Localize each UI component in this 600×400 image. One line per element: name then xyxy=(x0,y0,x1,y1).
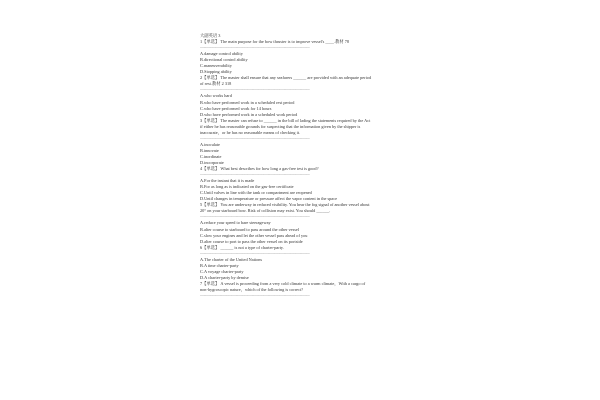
divider: ----------------------------------------------------------------------------------------- xyxy=(200,45,310,51)
question-4 xyxy=(200,166,410,202)
option-a: A.inoculate xyxy=(200,141,220,147)
question-text: 7【单选】 A vessel is proceeding from a very cold climate to a warm climate，With a cargo of xyxy=(200,280,366,286)
question-3 xyxy=(200,118,410,166)
divider: ----------------------------------------------------------------------------------------- xyxy=(200,214,310,220)
option-a: A.who works hard xyxy=(200,93,232,99)
option-c: C.A voyage charter-party xyxy=(200,268,244,274)
option-a: A.The charter of the United Nations xyxy=(200,256,263,262)
divider: ----------------------------------------------------------------------------------------- xyxy=(200,172,310,178)
option-a: A.damage control ability xyxy=(200,51,243,57)
divider: ----------------------------------------------------------------------------------------- xyxy=(200,87,310,93)
option-d: D.A charter-party by demise xyxy=(200,274,249,280)
question-2 xyxy=(200,75,410,117)
question-text: of rest.教材 2 318 xyxy=(200,81,232,87)
question-text: inaccurate，or he has no reasonable means of checking it. xyxy=(200,129,301,135)
question-6 xyxy=(200,245,410,281)
question-7 xyxy=(200,281,410,299)
option-b: B.alter course to starboard to pass around the other vessel xyxy=(200,226,300,232)
question-text: 4【单选】 What best describes for how long a gas-free test is good? xyxy=(200,166,319,172)
option-c: C.slow your engines and let the other vessel pass ahead of you xyxy=(200,232,308,238)
option-d: D.alter course to port to pass the other vessel on its portside xyxy=(200,238,303,244)
option-a: A.reduce your speed to bare steerageway xyxy=(200,220,271,226)
question-text: 1【单选】 The main purpose for the bow thruster is to improve vessel's ____.教材 78 xyxy=(200,39,349,45)
question-text: 6【单选】 ______ is not a type of charter-party. xyxy=(200,244,284,250)
question-text: 3【单选】 The master can refuse to ______ in the bill of lading the statements required by the Act xyxy=(200,117,371,123)
question-1 xyxy=(200,39,410,75)
question-5 xyxy=(200,202,410,244)
option-b: B.who have performed work in a scheduled rest period xyxy=(200,99,295,105)
question-text: 20° on your starboard bow. Risk of collision may exist. You should ______. xyxy=(200,208,331,214)
option-d: D.incorporate xyxy=(200,159,224,165)
question-text: non-hygroscopic nature，which of the following is correct? xyxy=(200,286,304,292)
option-b: B.innovate xyxy=(200,147,219,153)
divider: ----------------------------------------------------------------------------------------- xyxy=(200,135,310,141)
option-d: D.who have performed work in a scheduled work period xyxy=(200,111,298,117)
option-b: B.A time charter-party xyxy=(200,262,239,268)
document-body xyxy=(200,33,410,299)
option-c: C.Until valves in line with the tank or compartment are reopened xyxy=(200,190,312,196)
option-d: D.Until changes in temperature or pressure affect the vapor content in the space xyxy=(200,196,338,202)
option-c: C.inordinate xyxy=(200,153,222,159)
question-text: 2【单选】 The master shall ensure that any seafarers ______ are provided with an adequate period xyxy=(200,75,372,81)
option-d: D.Stopping ability xyxy=(200,69,232,75)
question-text: if either he has reasonable grounds for suspecting that the information given by the shipper is xyxy=(200,123,361,129)
divider: ----------------------------------------------------------------------------------------- xyxy=(200,293,310,299)
question-text: 5【单选】 You are underway in reduced visibility. You hear the fog signal of another vessel about xyxy=(200,202,370,208)
divider: ----------------------------------------------------------------------------------------- xyxy=(200,250,310,256)
document-header: 大副英语 3 xyxy=(200,33,221,38)
option-b: B.directional control ability xyxy=(200,57,248,63)
option-c: C.who have performed work for 14 hours xyxy=(200,105,272,111)
option-b: B.For as long as is indicated on the gas-free certificate xyxy=(200,184,294,190)
option-c: C.maneuverability xyxy=(200,63,232,69)
option-a: A.For the instant that it is made xyxy=(200,178,255,184)
